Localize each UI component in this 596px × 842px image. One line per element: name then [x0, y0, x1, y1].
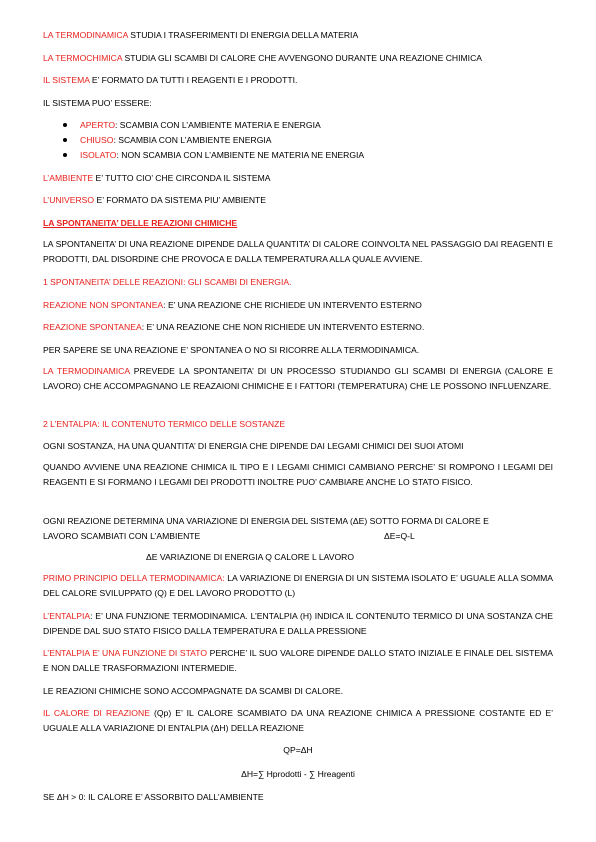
equation-delta-h: ΔH=∑ Hprodotti - ∑ Hreagenti: [241, 769, 355, 779]
paragraph-text: PREVEDE LA SPONTANEITA’ DI UN PROCESSO STUDIANDO GLI SCAMBI DI ENERGIA (CALORE E LAVORO) CHE ACCOMPAGNANO LE REAZAIONI CHIMICHE E I FATTORI (TEMPERATURA) CHE LE POSSONO INFLUENZARE.: [43, 366, 554, 391]
term-chiuso: CHIUSO: [80, 135, 114, 145]
term-primo-principio: PRIMO PRINCIPIO DELLA TERMODINAMICA:: [43, 573, 225, 583]
definition-text: STUDIA GLI SCAMBI DI CALORE CHE AVVENGONO DURANTE UNA REAZIONE CHIMICA: [122, 53, 483, 63]
term-entalpia: L’ENTALPIA: [43, 611, 91, 621]
line-termochimica: [43, 53, 482, 64]
subheading-scambi-energia: 1 SPONTANEITA’ DELLE REAZIONI: GLI SCAMBI DI ENERGIA.: [43, 277, 292, 287]
line-delta-h-positivo: SE ΔH > 0: IL CALORE E’ ASSORBITO DALL’AMBIENTE: [43, 792, 264, 802]
paragraph-primo-principio: [43, 571, 553, 600]
definition-text: STUDIA I TRASFERIMENTI DI ENERGIA DELLA MATERIA: [127, 30, 359, 40]
line-non-spontanea: [43, 300, 422, 311]
paragraph-text: PERCHE’ IL SUO VALORE DIPENDE DALLO STATO INIZIALE E FINALE DEL SISTEMA E NON DALLE TRASFORMAZIONI INTERMEDIE.: [43, 648, 554, 673]
paragraph-variazione-energia: OGNI REAZIONE DETERMINA UNA VARIAZIONE DI ENERGIA DEL SISTEMA (ΔE) SOTTO FORMA DI CALORE E: [43, 516, 489, 526]
line-sistema: [43, 75, 297, 86]
formula-delta-e: ΔE=Q-L: [384, 531, 415, 541]
term-termochimica: LA TERMOCHIMICA: [43, 53, 123, 63]
paragraph-text: (Qp) E’ IL CALORE SCAMBIATO DA UNA REAZIONE CHIMICA A PRESSIONE COSTANTE ED E’ UGUALE ALLA VARIAZIONE DI ENTALPIA (ΔH) DELLA REAZIONE: [43, 708, 554, 733]
bullet-item-isolato: [80, 150, 364, 161]
section-heading: LA SPONTANEITA’ DELLE REAZIONI CHIMICHE: [43, 218, 238, 228]
definition-text: E’ FORMATO DA TUTTI I REAGENTI E I PRODOTTI.: [89, 75, 298, 85]
bullet-item-chiuso: [80, 135, 272, 146]
term-non-spontanea: REAZIONE NON SPONTANEA: [43, 300, 164, 310]
bullet-icon: [63, 153, 67, 157]
paragraph-text: LA VARIAZIONE DI ENERGIA DI UN SISTEMA ISOLATO E’ UGUALE ALLA SOMMA DEL CALORE SVILUPPATO (Q) E DEL LAVORO PRODOTTO (L): [43, 573, 554, 598]
paragraph-text: : E’ UNA FUNZIONE TERMODINAMICA. L’ENTALPIA (H) INDICA IL CONTENUTO TERMICO DI UNA SOSTANZA CHE DIPENDE DAL SUO STATO FISICO DALLA TEMPERATURA E DALLA PRESSIONE: [43, 611, 553, 636]
bullet-icon: [63, 138, 67, 142]
definition-text: : NON SCAMBIA CON L’AMBIENTE NE MATERIA NE ENERGIA: [116, 150, 365, 160]
term-isolato: ISOLATO: [80, 150, 117, 160]
term-calore-reazione: IL CALORE DI REAZIONE: [43, 708, 150, 718]
line-sapere-spontanea: PER SAPERE SE UNA REAZIONE E’ SPONTANEA O NO SI RICORRE ALLA TERMODINAMICA.: [43, 345, 420, 355]
term-termodinamica: LA TERMODINAMICA: [43, 366, 130, 376]
term-termodinamica: LA TERMODINAMICA: [43, 30, 128, 40]
subheading-entalpia: 2 L’ENTALPIA: IL CONTENUTO TERMICO DELLE SOSTANZE: [43, 419, 286, 429]
line-lavoro-scambiati: LAVORO SCAMBIATI CON L’AMBIENTE: [43, 531, 201, 541]
paragraph-calore-reazione: [43, 706, 553, 735]
paragraph-spontaneita: LA SPONTANEITA’ DI UNA REAZIONE DIPENDE DALLA QUANTITA’ DI CALORE COINVOLTA NEL PASSAGGIO DAI REAGENTI E PRODOTTI, DAL DISORDINE CHE PROVOCA E DALLA TEMPERATURA ALLA QUALE AVVIENE.: [43, 239, 553, 264]
term-spontanea: REAZIONE SPONTANEA: [43, 322, 142, 332]
definition-text: E’ TUTTO CIO’ CHE CIRCONDA IL SISTEMA: [93, 173, 271, 183]
equation-qp: QP=ΔH: [283, 745, 313, 755]
paragraph-termodinamica: [43, 364, 553, 393]
bullet-icon: [63, 123, 67, 127]
term-universo: L’UNIVERSO: [43, 195, 95, 205]
definition-text: E’ FORMATO DA SISTEMA PIU’ AMBIENTE: [94, 195, 267, 205]
term-funzione-stato: L’ENTALPIA E’ UNA FUNZIONE DI STATO: [43, 648, 208, 658]
line-ogni-sostanza: OGNI SOSTANZA, HA UNA QUANTITA’ DI ENERGIA CHE DIPENDE DAI LEGAMI CHIMICI DEI SUOI ATOMI: [43, 441, 464, 451]
bullet-item-aperto: [80, 120, 321, 131]
definition-text: : E’ UNA REAZIONE CHE NON RICHIEDE UN INTERVENTO ESTERNO.: [141, 322, 425, 332]
definition-text: : SCAMBIA CON L’AMBIENTE MATERIA E ENERGIA: [115, 120, 321, 130]
line-universo: [43, 195, 266, 206]
line-ambiente: [43, 173, 270, 184]
paragraph-reazione-chimica: QUANDO AVVIENE UNA REAZIONE CHIMICA IL TIPO E I LEGAMI CHIMICI CAMBIANO PERCHE’ SI ROMPONO I LEGAMI DEI REAGENTI E SI FORMANO I LEGAMI DEI PRODOTTI INOLTRE PUO’ CAMBIARE ANCHE LO STATO FISICO.: [43, 462, 553, 487]
paragraph-entalpia: [43, 609, 553, 638]
line-sistema-puo-essere: IL SISTEMA PUO’ ESSERE:: [43, 98, 152, 108]
term-ambiente: L’AMBIENTE: [43, 173, 94, 183]
term-sistema: IL SISTEMA: [43, 75, 90, 85]
definition-text: : SCAMBIA CON L’AMBIENTE ENERGIA: [113, 135, 272, 145]
line-scambi-calore: LE REAZIONI CHIMICHE SONO ACCOMPAGNATE DA SCAMBI DI CALORE.: [43, 686, 344, 696]
paragraph-funzione-stato: [43, 646, 553, 675]
definition-text: : E’ UNA REAZIONE CHE RICHIEDE UN INTERVENTO ESTERNO: [163, 300, 422, 310]
line-spontanea: [43, 322, 424, 333]
term-aperto: APERTO: [80, 120, 116, 130]
line-termodinamica: [43, 30, 358, 41]
formula-legend: ΔE VARIAZIONE DI ENERGIA Q CALORE L LAVORO: [146, 552, 355, 562]
